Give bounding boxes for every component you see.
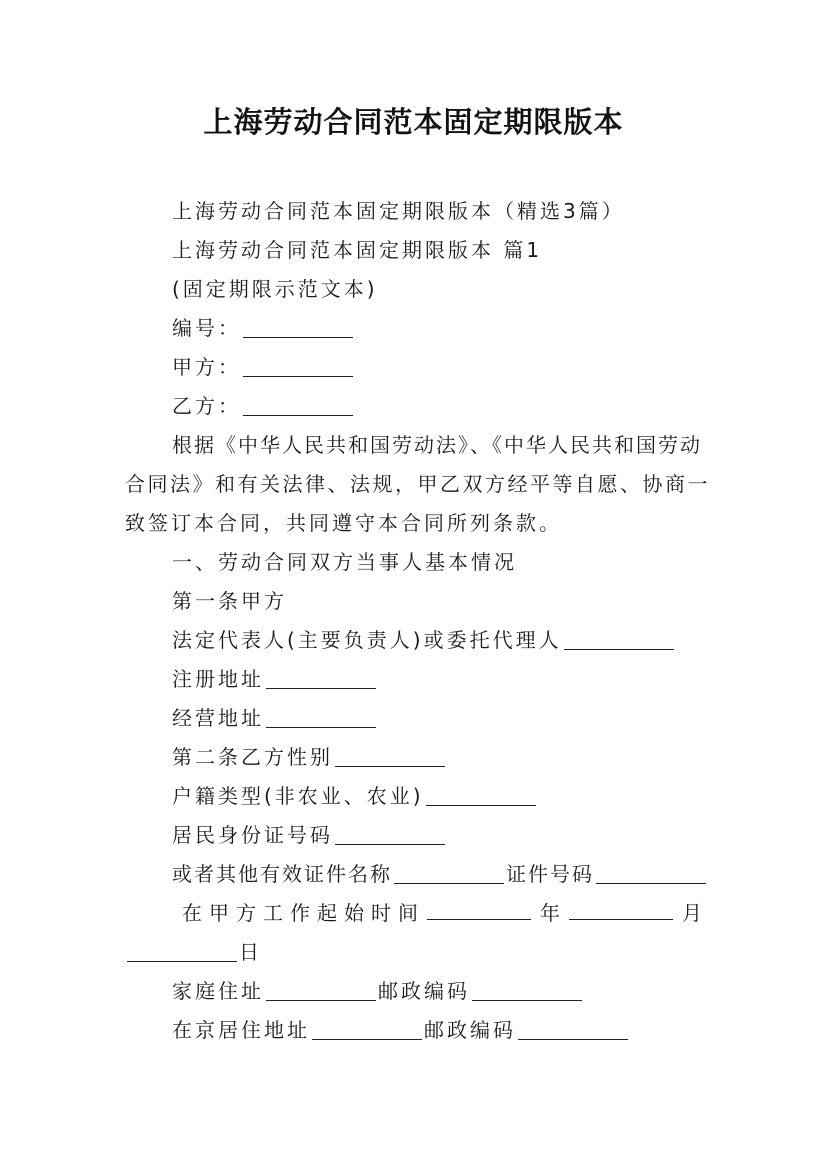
start-time-field bbox=[182, 899, 702, 927]
blank-line bbox=[564, 629, 674, 650]
start-time-char: 作 bbox=[290, 901, 310, 925]
blank-line bbox=[243, 317, 353, 338]
reg-address-label: 注册地址 bbox=[172, 667, 264, 691]
blank-line bbox=[127, 941, 237, 962]
blank-line bbox=[569, 899, 673, 920]
blank-line bbox=[312, 1019, 422, 1040]
gender-field bbox=[172, 743, 447, 771]
blank-line bbox=[596, 863, 706, 884]
field-party-b-label: 乙方： bbox=[172, 394, 241, 418]
month-label: 月 bbox=[682, 901, 702, 925]
gender-label: 第二条乙方性别 bbox=[172, 745, 333, 769]
page-title: 上海劳动合同范本固定期限版本 bbox=[203, 105, 624, 139]
sample-note: (固定期限示范文本) bbox=[172, 277, 378, 301]
id-number-field bbox=[172, 821, 447, 849]
paragraph-line-3: 致签订本合同，共同遵守本合同所列条款。 bbox=[125, 511, 562, 535]
blank-line bbox=[335, 746, 445, 767]
blank-line bbox=[472, 980, 582, 1001]
blank-line bbox=[266, 707, 376, 728]
other-id-number-label: 证件号码 bbox=[506, 862, 594, 886]
biz-address-label: 经营地址 bbox=[172, 706, 264, 730]
section-heading: 上海劳动合同范本固定期限版本 篇1 bbox=[172, 238, 543, 262]
home-address-label: 家庭住址 bbox=[172, 979, 264, 1003]
id-number-label: 居民身份证号码 bbox=[172, 823, 333, 847]
blank-line bbox=[427, 899, 531, 920]
field-number bbox=[172, 314, 355, 342]
blank-line bbox=[243, 356, 353, 377]
start-time-char: 工 bbox=[263, 901, 283, 925]
reg-address-field bbox=[172, 665, 378, 693]
paragraph-line-1: 根据《中华人民共和国劳动法》、《中华人民共和国劳动 bbox=[172, 433, 702, 457]
blank-line bbox=[394, 863, 504, 884]
other-id-field bbox=[172, 860, 708, 888]
field-party-a-label: 甲方： bbox=[172, 355, 241, 379]
blank-line bbox=[335, 824, 445, 845]
start-time-char: 时 bbox=[371, 901, 391, 925]
other-id-name-label: 或者其他有效证件名称 bbox=[172, 862, 392, 886]
chapter-heading: 一、劳动合同双方当事人基本情况 bbox=[172, 550, 517, 574]
paragraph-line-2: 合同法》和有关法律、法规，甲乙双方经平等自愿、协商一 bbox=[125, 472, 710, 496]
field-party-b bbox=[172, 392, 355, 420]
start-time-char: 方 bbox=[236, 901, 256, 925]
start-time-char: 起 bbox=[317, 901, 337, 925]
home-address-field bbox=[172, 977, 584, 1005]
blank-line bbox=[426, 785, 536, 806]
household-field bbox=[172, 782, 538, 810]
blank-line bbox=[243, 395, 353, 416]
legal-rep-label: 法定代表人(主要负责人)或委托代理人 bbox=[172, 628, 562, 652]
field-party-a bbox=[172, 353, 355, 381]
beijing-address-label: 在京居住地址 bbox=[172, 1018, 310, 1042]
field-number-label: 编号： bbox=[172, 316, 241, 340]
legal-rep-field bbox=[172, 626, 676, 654]
beijing-address-field bbox=[172, 1016, 630, 1044]
subtitle: 上海劳动合同范本固定期限版本（精选3篇） bbox=[172, 199, 625, 223]
biz-address-field bbox=[172, 704, 378, 732]
household-label: 户籍类型(非农业、农业) bbox=[172, 784, 424, 808]
postcode2-label: 邮政编码 bbox=[424, 1018, 516, 1042]
start-time-char: 始 bbox=[344, 901, 364, 925]
start-time-char: 在 bbox=[182, 901, 202, 925]
blank-line bbox=[266, 980, 376, 1001]
article-1: 第一条甲方 bbox=[172, 589, 287, 613]
start-day-field bbox=[125, 938, 262, 966]
year-label: 年 bbox=[540, 901, 560, 925]
blank-line bbox=[518, 1019, 628, 1040]
blank-line bbox=[266, 668, 376, 689]
postcode-label: 邮政编码 bbox=[378, 979, 470, 1003]
start-time-char: 间 bbox=[398, 901, 418, 925]
start-time-char: 甲 bbox=[209, 901, 229, 925]
day-label: 日 bbox=[239, 940, 262, 964]
